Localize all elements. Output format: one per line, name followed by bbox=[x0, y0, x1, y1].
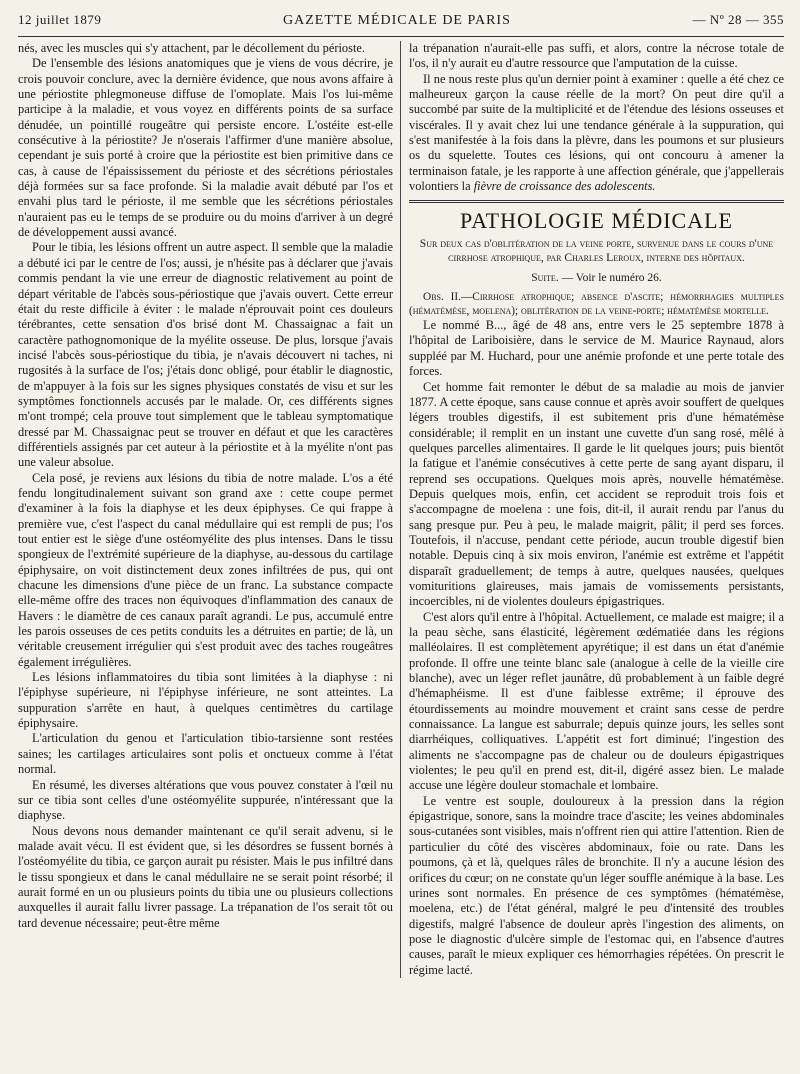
emphasis-text: fièvre de croissance des adolescents. bbox=[473, 179, 656, 194]
right-column bbox=[409, 41, 784, 978]
columns bbox=[18, 41, 784, 978]
section-title: PATHOLOGIE MÉDICALE bbox=[459, 208, 733, 234]
paragraph-text: Il ne nous reste plus qu'un dernier point à examiner : quelle a été chez ce malheureux garçon la cause réelle de la mort? On peut dire qu'il a succombé par suite de la multiplicité et de l'étendue des lésions osseuses et viscérales. Il y avait chez lui une tendance générale à la suppuration, qui s'est manifestée à la fois dans la plèvre, dans les poumons et sur plusieurs os du squelette. Toutes ces lésions, qui ont concouru à amener la terminaison fatale, je les rapporte à une affection générale, que j'appellerais volontiers la bbox=[409, 71, 784, 194]
continuation-note bbox=[409, 271, 784, 286]
observation-heading-text: Obs. II.—Cirrhose atrophique; absence d'ascite; hémorrhagies multiples (hématémèse, moelena); oblitération de la veine-porte; hématémèse mortelle. bbox=[409, 291, 784, 318]
paragraph: Les lésions inflammatoires du tibia sont limitées à la diaphyse : ni l'épiphyse supérieure, ni l'épiphyse inférieure, ne sont atteintes. La suppuration s'arrête en haut, à quelques centimètres du cartilage épiphysaire. bbox=[18, 670, 393, 731]
header-title: GAZETTE MÉDICALE DE PARIS bbox=[283, 13, 511, 28]
observation-heading bbox=[409, 290, 784, 318]
continuation-label: Suite. bbox=[531, 271, 559, 284]
paragraph: Le nommé B..., âgé de 48 ans, entre vers le 25 septembre 1878 à l'hôpital de Lariboisière, dans le service de M. Maurice Raynaud, alors suppléé par M. Huchard, pour une anémie profonde et une perte totale des forces. bbox=[409, 318, 784, 379]
paragraph bbox=[409, 72, 784, 195]
section-divider bbox=[409, 200, 784, 203]
paragraph: Nous devons nous demander maintenant ce qu'il serait advenu, si le malade avait vécu. Il est évident que, si les désordres se fussent bornés à l'ostéomyélite du tibia, ce garçon aurait pu résister. Mais le pus infiltré dans le tissu spongieux et dans le canal médullaire ne se serait point résorbé; il aurait formé en un ou plusieurs points du tibia une ou plusieurs collections auxquelles il aurait fallu livrer passage. La trépanation de l'os serait tôt ou tard devenue nécessaire; peut-être même bbox=[18, 823, 393, 930]
paragraph: Cet homme fait remonter le début de sa maladie au mois de janvier 1877. A cette époque, sans cause connue et après avoir souffert de quelques légers troubles digestifs, il est subitement pris d'une hématémèse considérable; il remplit en un instant une cuvette d'un sang rosé, mêlé à quelques parcelles alimentaires. Il garde le lit quelques jours; puis bientôt la fatigue et l'anémie consécutives à cette perte de sang ayant disparu, il reprend ses occupations. Quelques mois après, nouvelle hématémèse. Depuis quelques mois, enfin, cet accident se reproduit trois fois et s'accompagne de moelena : une fois, dit-il, il aurait rendu par l'anus du sang presque pur. Peu à peu, le malade maigrit, pâlit; il perd ses forces. Toutefois, il n'accuse, pendant cette période, aucun trouble digestif bien notable. Depuis cinq à six mois environ, l'anémie est extrême et l'appétit disparaît graduellement; de temps à autre, quelques nausées, quelques vomituritions glaireuses, mais jamais de vomissements persistants, incoercibles, ni de violentes douleurs épigastriques. bbox=[409, 379, 784, 609]
paragraph: En résumé, les diverses altérations que vous pouvez constater à l'œil nu sur ce tibia sont celles d'une ostéomyélite suppurée, n'intéressant que la diaphyse. bbox=[18, 777, 393, 823]
paragraph: nés, avec les muscles qui s'y attachent, par le décollement du périoste. bbox=[18, 41, 365, 55]
paragraph: Cela posé, je reviens aux lésions du tibia de notre malade. L'os a été fendu longitudinalement suivant son grand axe : cette coupe permet d'examiner à la fois la diaphyse et les deux épiphyses. Ce qui frappe à première vue, c'est l'aspect du canal médullaire qui est rempli de pus; l'os tout entier est le siège d'une ostéomyélite des plus intenses. Dans le tissu spongieux de l'extrémité supérieure de la diaphyse, au-dessous du cartilage épiphysaire, on voit distinctement deux zones infiltrées de pus, qui ont chacune les dimensions d'une pièce de un franc. La substance compacte elle-même offre des traces non équivoques d'inflammation des canaux de Havers : le diamètre de ces canaux paraît agrandi. Le pus, accumulé entre les parois osseuses de ces petits conduits les a détruites en partie; de là, un véritable creusement irrégulier qui s'est produit avec des taches rougeâtres également irrégulières. bbox=[18, 470, 393, 669]
left-column bbox=[18, 41, 401, 978]
header-date: 12 juillet 1879 bbox=[18, 12, 102, 27]
header-page-number: — Nº 28 — 355 bbox=[692, 12, 784, 27]
page-header bbox=[18, 12, 784, 37]
paragraph: Le ventre est souple, douloureux à la pression dans la région épigastrique, sonore, sans la moindre trace d'ascite; les veines abdominales sous-cutanées sont visibles, mais n'offrent rien qui attire l'attention. Rien de particulier du côté des viscères abdominaux, foie ou rate. Dans les poumons, çà et là, quelques râles de bronchite. Il n'y a aucune lésion des orifices du cœur; on ne constate qu'un léger souffle anémique à la base. Les urines sont normales. En présence de ces symptômes (hématémèse, moelena, etc.) de l'état général, malgré le peu d'intensité des troubles digestifs, malgré l'absence de douleur après l'ingestion des aliments, on pose le diagnostic d'ulcère simple de l'estomac qui, en l'absence d'autres causes, paraît le mieux expliquer ces hémorrhagies répétées. On prescrit le régime lacté. bbox=[409, 793, 784, 977]
article-subtitle: Sur deux cas d'oblitération de la veine porte, survenue dans le cours d'une cirrhose atrophique, par Charles Leroux, interne des hôpitaux. bbox=[419, 236, 774, 264]
paragraph: Pour le tibia, les lésions offrent un autre aspect. Il semble que la maladie a débuté ici par le centre de l'os; aussi, je n'hésite pas à déclarer que j'avais commis pendant la vie une erreur de diagnostic relativement au point de départ véritable de l'abcès sous-périostique que j'avais ouvert. Cette erreur était du reste difficile à éviter : le malade n'éprouvait point ces douleurs térébrantes, cette sensation d'os brisé dont M. Chassaignac a fait un caractère pathognomonique de la myélite osseuse. De plus, lorsque j'avais incisé l'abcès sous-périostique du tibia, je n'avais découvert ni taches, ni rugosités à la surface de l'os; j'étais donc obligé, pour établir le diagnostic, de m'appuyer à la fois sur les signes physiques constatés de visu et sur les symptômes fonctionnels accusés par le malade. Or, ces différents signes m'ont trompé; cela prouve tout simplement que le tableau symptomatique dressé par M. Chassaignac peut se trouver en défaut et que les caractères différentiels assignés par cet auteur à la périostite et à la myélite n'ont pas une valeur absolue. bbox=[18, 240, 393, 470]
paragraph: L'articulation du genou et l'articulation tibio-tarsienne sont restées saines; les cartilages articulaires sont polis et onctueux comme à l'état normal. bbox=[18, 731, 393, 777]
paragraph: la trépanation n'aurait-elle pas suffi, et alors, contre la nécrose totale de l'os, il n'y aurait eu d'autre ressource que l'amputation de la cuisse. bbox=[409, 41, 784, 71]
paragraph: C'est alors qu'il entre à l'hôpital. Actuellement, ce malade est maigre; il a la peau sèche, sans élasticité, légèrement œdématiée dans les régions malléolaires. Il est complètement apyrétique; il est dans un état d'anémie profonde. Il offre une teinte blanc sale (analogue à celle de la vieille cire blanche), avec un léger reflet jaunâtre, dû probablement à un faible degré d'hémaphéisme. Il est d'une faiblesse extrême; il éprouve des étourdissements au moindre mouvement et craint sans cesse de perdre connaissance. La langue est saburrale; depuis quinze jours, les selles sont diarrhéiques, colliquatives. L'appétit est fort diminué; l'ingestion des aliments ne s'accompagne pas de chaleur ou de douleurs épigastriques violentes; le peu qu'il en prend est, dit-il, digéré assez bien. Le malade accuse une légère douleur stomachale et lombaire. bbox=[409, 609, 784, 793]
continuation-reference: — Voir le numéro 26. bbox=[561, 271, 662, 284]
paragraph: De l'ensemble des lésions anatomiques que je viens de vous décrire, je crois pouvoir conclure, avec la dernière évidence, que nous avons affaire à une périostite phlegmoneuse diffuse de l'omoplate. Mais l'os lui-même participe à la maladie, et vous voyez en différents points de sa surface dénudée, un pointillé rougeâtre qui persiste encore. L'ostéite est-elle consécutive à la périostite? Je n'oserais l'affirmer d'une manière absolue, cependant je suis porté à croire que la périostite est bien primitive dans ce cas, à cause de l'épaississement du périoste et des sécrétions périostales déjà formées sur sa face profonde. Si la maladie avait débuté par l'os et envahi plus tard le périoste, il me semble que les sécrétions périostales n'auraient pas eu le temps de se produire ou du moins d'arriver à un degré de développement aussi avancé. bbox=[18, 56, 393, 240]
